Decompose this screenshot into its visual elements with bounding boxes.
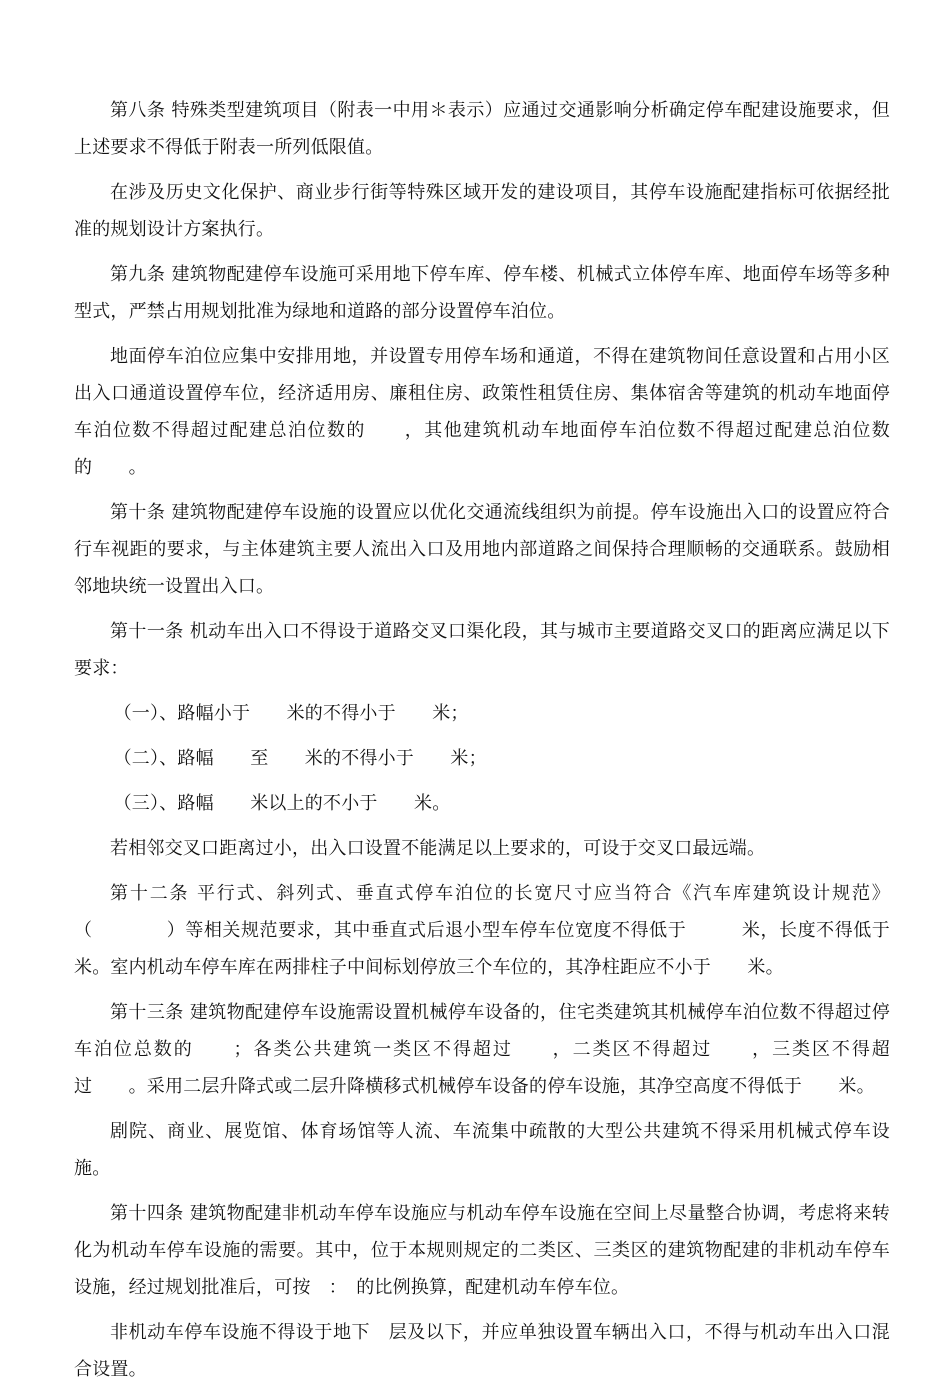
intersection-distance-paragraph: 若相邻交叉口距离过小，出入口设置不能满足以上要求的，可设于交叉口最远端。 — [110, 838, 766, 859]
article-9-paragraph: 第九条 建筑物配建停车设施可采用地下停车库、停车楼、机械式立体停车库、地面停车场等多种型式，严禁占用规划批准为绿地和道路的部分设置停车泊位。 — [74, 264, 890, 322]
non-motor-paragraph: 非机动车停车设施不得设于地下 层及以下，并应单独设置车辆出入口，不得与机动车出入口混合设置。 — [74, 1322, 890, 1380]
article-11-paragraph: 第十一条 机动车出入口不得设于道路交叉口渠化段，其与城市主要道路交叉口的距离应满足以下要求： — [74, 621, 890, 679]
requirement-item-3: （三）、路幅 米以上的不小于 米。 — [113, 793, 451, 814]
historic-area-paragraph: 在涉及历史文化保护、商业步行街等特殊区域开发的建设项目，其停车设施配建指标可依据经批准的规划设计方案执行。 — [74, 182, 890, 240]
surface-parking-paragraph: 地面停车泊位应集中安排用地，并设置专用停车场和通道，不得在建筑物间任意设置和占用小区出入口通道设置停车位，经济适用房、廉租住房、政策性租赁住房、集体宿舍等建筑的机动车地面停车泊位数不得超过配建总泊位数的 ，其他建筑机动车地面停车泊位数不得超过配建总泊位数的 。 — [74, 346, 890, 478]
article-8-paragraph: 第八条 特殊类型建筑项目（附表一中用＊表示）应通过交通影响分析确定停车配建设施要求，但上述要求不得低于附表一所列低限值。 — [74, 100, 890, 158]
article-13-paragraph: 第十三条 建筑物配建停车设施需设置机械停车设备的，住宅类建筑其机械停车泊位数不得超过停车泊位总数的 ；各类公共建筑一类区不得超过 ，二类区不得超过 ，三类区不得超过 。采用二层升降式或二层升降横移式机械停车设备的停车设施，其净空高度不得低于 米。 — [74, 1002, 890, 1097]
article-10-paragraph: 第十条 建筑物配建停车设施的设置应以优化交通流线组织为前提。停车设施出入口的设置应符合行车视距的要求，与主体建筑主要人流出入口及用地内部道路之间保持合理顺畅的交通联系。鼓励相邻地块统一设置出入口。 — [74, 502, 890, 597]
requirement-item-2: （二）、路幅 至 米的不得小于 米； — [113, 748, 487, 769]
article-14-paragraph: 第十四条 建筑物配建非机动车停车设施应与机动车停车设施在空间上尽量整合协调，考虑将来转化为机动车停车设施的需要。其中，位于本规则规定的二类区、三类区的建筑物配建的非机动车停车设施，经过规划批准后，可按 ： 的比例换算，配建机动车停车位。 — [74, 1203, 890, 1298]
document-page — [74, 92, 927, 1396]
public-building-paragraph: 剧院、商业、展览馆、体育场馆等人流、车流集中疏散的大型公共建筑不得采用机械式停车设施。 — [74, 1121, 890, 1179]
article-12-paragraph: 第十二条 平行式、斜列式、垂直式停车泊位的长宽尺寸应当符合《汽车库建筑设计规范》（ ）等相关规范要求，其中垂直式后退小型车停车位宽度不得低于 米，长度不得低于 米。室内机动车停车库在两排柱子中间标划停放三个车位的，其净柱距应不小于 米。 — [74, 883, 927, 978]
requirement-item-1: （一）、路幅小于 米的不得小于 米； — [113, 703, 469, 724]
